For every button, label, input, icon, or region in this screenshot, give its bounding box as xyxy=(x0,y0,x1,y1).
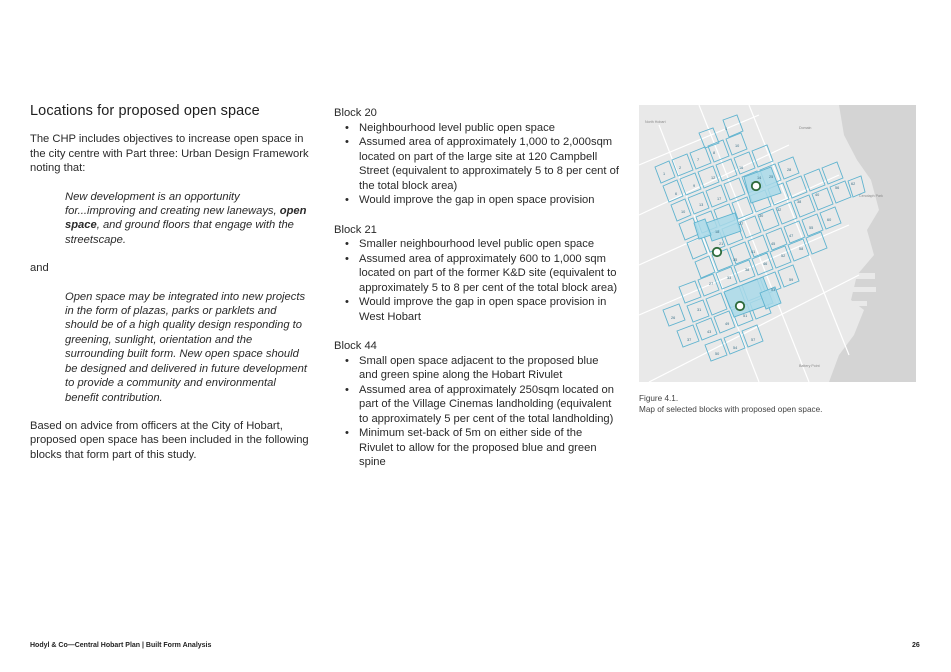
svg-text:32: 32 xyxy=(777,208,782,212)
list-item: • Assumed area of approximately 1,000 to 2,000sqm located on part of the large site at 120 Campbell Street (equivalent to approximately 5 to 8 per cent of the total block area) xyxy=(359,135,619,193)
svg-text:45: 45 xyxy=(771,242,776,246)
open-space-map xyxy=(639,105,916,382)
intro-paragraph: The CHP includes objectives to increase open space in the city centre with Part three: Urban Design Framework noting that: xyxy=(30,133,309,175)
blocks-column xyxy=(334,106,619,485)
list-item: • Assumed area of approximately 250sqm located on part of the Village Cinemas landholding (equivalent to approximately 5 per cent of the total landholding) xyxy=(359,383,619,427)
footer-page-number: 26 xyxy=(912,642,920,649)
marker-block-21 xyxy=(713,248,721,256)
svg-text:21: 21 xyxy=(719,242,724,246)
list-item: • Neighbourhood level public open space xyxy=(359,121,619,136)
list-item: • Assumed area of approximately 600 to 1,000 sqm located on part of the former K&D site (equivalent to approximately 5 to 8 per cent of the total block area) xyxy=(359,252,619,296)
list-item: • Small open space adjacent to the proposed blue and green spine along the Hobart Rivulet xyxy=(359,354,619,383)
block-title: Block 21 xyxy=(334,223,377,236)
svg-text:7: 7 xyxy=(697,158,700,162)
svg-text:27: 27 xyxy=(739,222,744,226)
block-44 xyxy=(334,339,619,470)
svg-text:30: 30 xyxy=(759,214,764,218)
svg-text:18: 18 xyxy=(715,230,720,234)
svg-text:47: 47 xyxy=(789,234,794,238)
and-text: and xyxy=(30,262,49,275)
svg-text:4: 4 xyxy=(725,127,728,131)
svg-text:59: 59 xyxy=(789,278,794,282)
svg-text:58: 58 xyxy=(799,247,804,251)
svg-text:25: 25 xyxy=(769,175,774,179)
svg-text:51: 51 xyxy=(743,314,748,318)
caption-text: Map of selected blocks with proposed open space. xyxy=(639,404,823,414)
quote-development-post: , and ground floors that engage with the streetscape. xyxy=(65,219,294,246)
block-title: Block 44 xyxy=(334,340,377,352)
svg-text:2: 2 xyxy=(679,166,682,170)
svg-text:8: 8 xyxy=(713,151,716,155)
svg-text:53: 53 xyxy=(771,288,776,292)
svg-text:60: 60 xyxy=(827,218,832,222)
list-item: • Minimum set-back of 5m on either side of the Rivulet to allow for the proposed blue and green spine xyxy=(359,426,619,470)
svg-text:55: 55 xyxy=(809,226,814,230)
quote-development-pre: New development is an opportunity for...improving and creating new laneways, xyxy=(65,190,280,218)
svg-text:35: 35 xyxy=(733,258,738,262)
label-battery-point: Battery Point xyxy=(799,364,820,368)
list-item: • Smaller neighbourhood level public open space xyxy=(359,237,619,252)
block-20 xyxy=(334,106,619,208)
svg-text:38: 38 xyxy=(745,268,750,272)
list-item: • Would improve the gap in open space provision xyxy=(359,193,619,208)
svg-text:52: 52 xyxy=(781,254,786,258)
footer-document-title: Hodyl & Co—Central Hobart Plan | Built Form Analysis xyxy=(30,642,212,649)
quote-development xyxy=(65,190,312,248)
svg-text:14: 14 xyxy=(757,176,762,180)
svg-text:1: 1 xyxy=(663,172,666,176)
svg-text:40: 40 xyxy=(815,193,820,197)
svg-text:26: 26 xyxy=(671,316,676,320)
svg-text:33: 33 xyxy=(727,276,732,280)
svg-text:17: 17 xyxy=(717,197,722,201)
caption-title: Figure 4.1. xyxy=(639,394,679,403)
svg-text:13: 13 xyxy=(699,203,704,207)
svg-text:16: 16 xyxy=(739,166,744,170)
svg-text:57: 57 xyxy=(751,338,756,342)
svg-text:50: 50 xyxy=(715,352,720,356)
svg-text:28: 28 xyxy=(787,168,792,172)
svg-text:49: 49 xyxy=(725,322,730,326)
block-list xyxy=(334,237,619,324)
left-column xyxy=(30,104,312,476)
svg-text:27: 27 xyxy=(709,282,714,286)
list-item: • Would improve the gap in open space provision in West Hobart xyxy=(359,295,619,324)
quote-development-bold: open space xyxy=(65,205,307,232)
marker-block-20 xyxy=(752,182,760,190)
marker-block-44 xyxy=(736,302,744,310)
svg-text:38: 38 xyxy=(797,200,802,204)
svg-text:10: 10 xyxy=(681,210,686,214)
block-21 xyxy=(334,223,619,325)
figure-caption xyxy=(639,394,919,415)
svg-text:10: 10 xyxy=(735,144,740,148)
svg-text:43: 43 xyxy=(707,330,712,334)
block-list xyxy=(334,354,619,470)
conclusion-paragraph: Based on advice from officers at the City of Hobart, proposed open space has been included in the following blocks that form part of this study. xyxy=(30,419,309,461)
svg-text:12: 12 xyxy=(711,176,716,180)
svg-text:62: 62 xyxy=(851,182,856,186)
quote-open-space: Open space may be integrated into new projects in the form of plazas, parks or parklets and should be of a high quality design responding to greening, sunlight, orientation and the surrounding built form. New open space should be designed and delivered in future development to provide a community and environmental benefit contribution. xyxy=(65,290,307,404)
svg-text:41: 41 xyxy=(751,250,756,254)
svg-text:31: 31 xyxy=(697,308,702,312)
svg-text:46: 46 xyxy=(763,262,768,266)
label-domain: Domain xyxy=(799,126,812,130)
label-north-hobart: North Hobart xyxy=(645,120,666,124)
map-svg xyxy=(639,105,916,382)
svg-text:9: 9 xyxy=(693,184,696,188)
block-list xyxy=(334,121,619,208)
svg-text:6: 6 xyxy=(675,192,678,196)
label-cenotaph-park: Cenotaph Park xyxy=(859,194,883,198)
svg-text:37: 37 xyxy=(687,338,692,342)
section-heading: Locations for proposed open space xyxy=(30,103,260,119)
svg-text:54: 54 xyxy=(733,346,738,350)
block-title: Block 20 xyxy=(334,107,377,119)
svg-text:56: 56 xyxy=(835,186,840,190)
